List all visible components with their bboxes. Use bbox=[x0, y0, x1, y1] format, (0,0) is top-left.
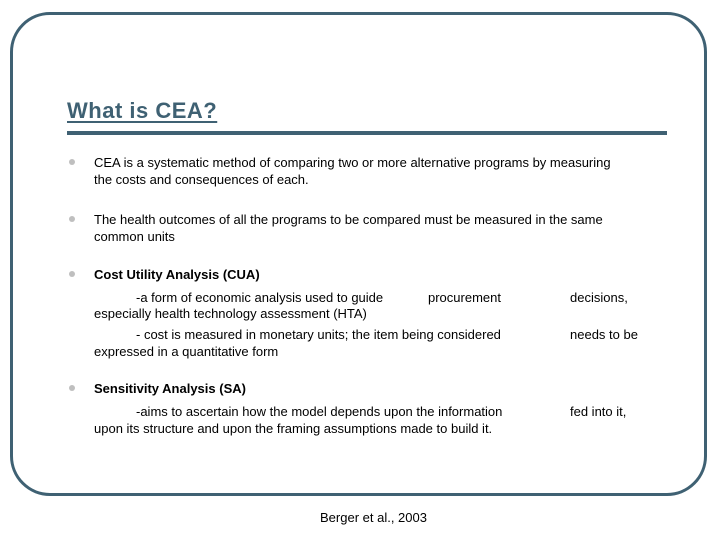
cua-line-4: expressed in a quantitative form bbox=[94, 344, 279, 359]
cua-heading: Cost Utility Analysis (CUA) bbox=[94, 267, 260, 282]
cua-line-1: -a form of economic analysis used to guide bbox=[136, 290, 384, 305]
bullet-1-line-2: the costs and consequences of each. bbox=[94, 172, 309, 187]
sa-line-2: upon its structure and upon the framing assumptions made to build it. bbox=[94, 421, 493, 436]
slide-title: What is CEA? bbox=[67, 98, 218, 123]
bullet-1-line-1: CEA is a systematic method of comparing two or more alternative programs by measuring bbox=[94, 155, 611, 170]
cua-line-1-decisions: decisions, bbox=[570, 290, 628, 305]
bullet-2-line-2: common units bbox=[94, 229, 175, 244]
sa-line-1: -aims to ascertain how the model depends upon the information bbox=[136, 404, 503, 419]
bullet-2-line-1: The health outcomes of all the programs to be compared must be measured in the same bbox=[94, 212, 603, 227]
bullet-dot-icon bbox=[69, 385, 75, 391]
cua-line-1-procurement: procurement bbox=[428, 290, 501, 305]
bullet-dot-icon bbox=[69, 159, 75, 165]
cua-line-2: especially health technology assessment (HTA) bbox=[94, 306, 367, 321]
sa-line-1-fed: fed into it, bbox=[570, 404, 627, 419]
title-underline-rule bbox=[67, 131, 667, 135]
cua-line-3-needs: needs to be bbox=[570, 327, 638, 342]
bullet-dot-icon bbox=[69, 271, 75, 277]
cua-line-3: - cost is measured in monetary units; the item being considered bbox=[136, 327, 501, 342]
citation: Berger et al., 2003 bbox=[320, 510, 427, 525]
bullet-dot-icon bbox=[69, 216, 75, 222]
sa-heading: Sensitivity Analysis (SA) bbox=[94, 381, 246, 396]
